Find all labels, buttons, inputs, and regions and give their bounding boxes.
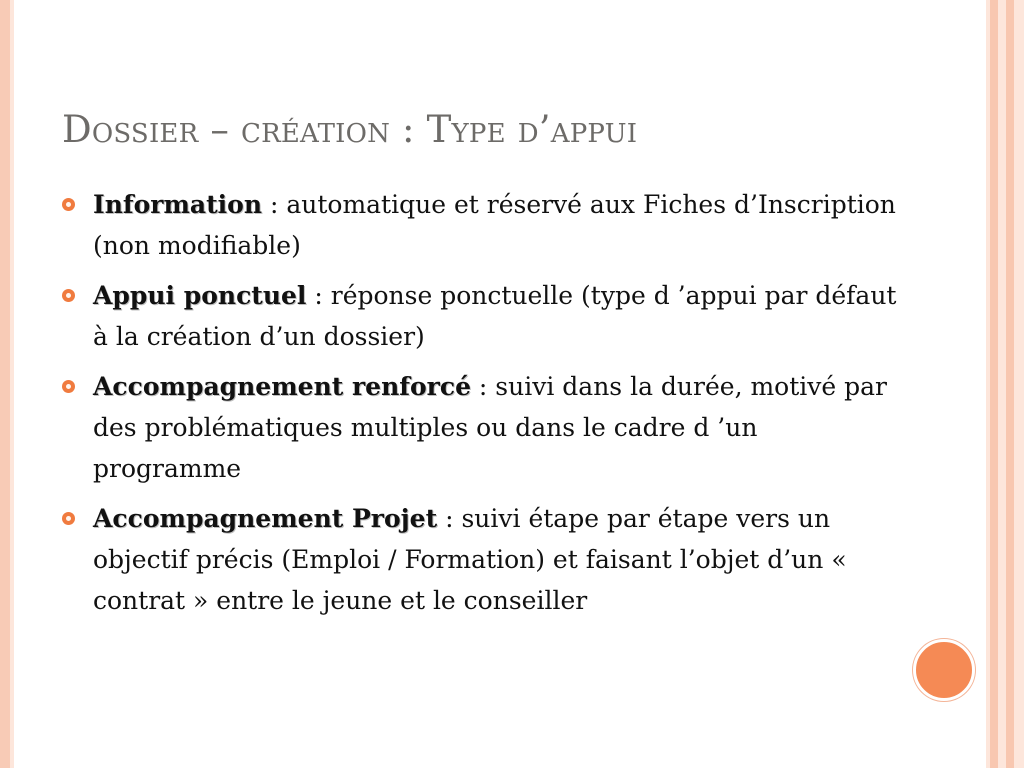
right-border-stripe-3 xyxy=(998,0,1006,768)
bullet-icon xyxy=(62,380,75,393)
left-inner-border-stripe xyxy=(10,0,14,768)
right-border-stripe-1 xyxy=(986,0,990,768)
item-term: Appui ponctuel xyxy=(93,281,307,310)
bullet-icon xyxy=(62,289,75,302)
left-border-stripe xyxy=(0,0,10,768)
right-border-stripe-4 xyxy=(1006,0,1014,768)
bullet-list xyxy=(62,184,912,621)
right-border-stripe-5 xyxy=(1014,0,1024,768)
right-border-stripe-2 xyxy=(990,0,998,768)
bullet-icon xyxy=(62,198,75,211)
decorative-orange-circle xyxy=(913,639,975,701)
item-description: : suivi dans la durée, motivé par des problématiques multiples ou dans le cadre d ’un programme xyxy=(93,372,887,483)
item-description: : suivi étape par étape vers un objectif précis (Emploi / Formation) et faisant l’objet d’un « contrat » entre le jeune et le conseiller xyxy=(93,504,847,615)
slide-title: Dossier – création : Type d’appui xyxy=(62,108,638,151)
list-item-appui-ponctuel xyxy=(62,275,912,357)
item-term: Accompagnement renforcé xyxy=(93,372,471,401)
list-item-accompagnement-projet xyxy=(62,498,912,621)
item-description: : réponse ponctuelle (type d ’appui par défaut à la création d’un dossier) xyxy=(93,281,897,351)
item-description: : automatique et réservé aux Fiches d’Inscription (non modifiable) xyxy=(93,190,896,260)
item-term: Information xyxy=(93,190,263,219)
bullet-icon xyxy=(62,512,75,525)
list-item-accompagnement-renforce xyxy=(62,366,912,489)
list-item-information xyxy=(62,184,912,266)
item-term: Accompagnement Projet xyxy=(93,504,438,533)
